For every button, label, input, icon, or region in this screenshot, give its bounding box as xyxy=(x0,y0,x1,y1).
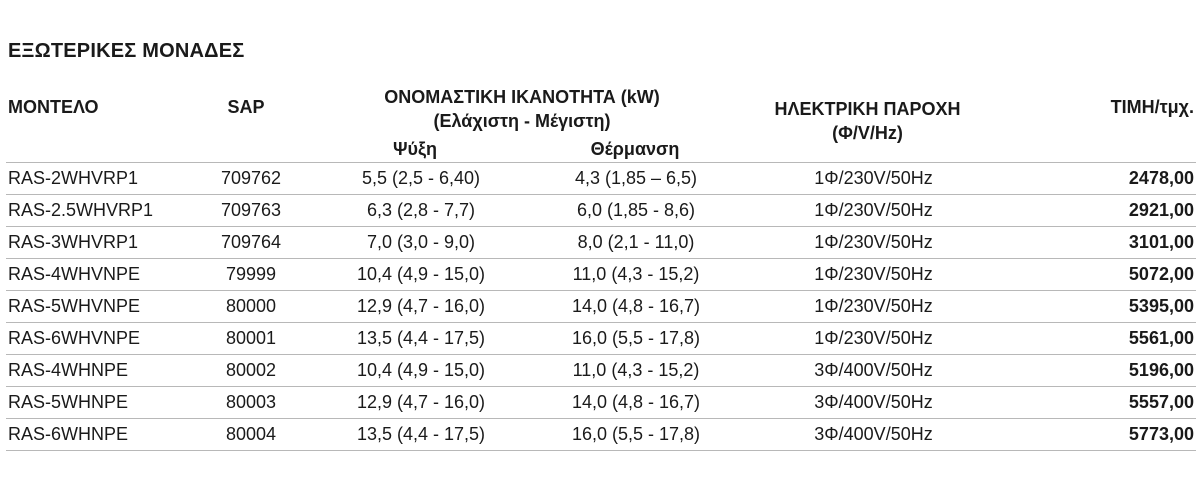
cell-model: RAS-6WHVNPE xyxy=(8,328,141,348)
cell-cooling: 13,5 (4,4 - 17,5) xyxy=(356,424,486,444)
cell-heating: 11,0 (4,3 - 15,2) xyxy=(572,264,700,284)
section-title: ΕΞΩΤΕΡΙΚΕΣ ΜΟΝΑΔΕΣ xyxy=(8,40,245,62)
header-cooling: Ψύξη xyxy=(392,139,438,159)
table-row xyxy=(6,291,1196,323)
table-row xyxy=(6,227,1196,259)
cell-cooling: 12,9 (4,7 - 16,0) xyxy=(356,296,486,316)
cell-price: 2478,00 xyxy=(1128,168,1194,188)
cell-sap: 709764 xyxy=(220,232,282,252)
cell-price: 5773,00 xyxy=(1128,424,1194,444)
cell-heating: 14,0 (4,8 - 16,7) xyxy=(571,392,701,412)
cell-sap: 709762 xyxy=(220,168,282,188)
header-sap: SAP xyxy=(227,97,265,117)
table-row xyxy=(6,195,1196,227)
cell-price: 2921,00 xyxy=(1128,200,1194,220)
cell-model: RAS-2.5WHVRP1 xyxy=(8,200,154,220)
cell-model: RAS-3WHVRP1 xyxy=(8,232,139,252)
cell-price: 5561,00 xyxy=(1128,328,1194,348)
table-row xyxy=(6,259,1196,291)
cell-sap: 80003 xyxy=(225,392,277,412)
cell-sap: 80000 xyxy=(225,296,277,316)
cell-sap: 80004 xyxy=(225,424,277,444)
cell-cooling: 6,3 (2,8 - 7,7) xyxy=(366,200,476,220)
cell-cooling: 10,4 (4,9 - 15,0) xyxy=(356,360,486,380)
cell-heating: 14,0 (4,8 - 16,7) xyxy=(571,296,701,316)
header-capacity-sub: (Ελάχιστη - Μέγιστη) xyxy=(433,111,611,131)
header-price: ΤΙΜΗ/τμχ. xyxy=(1110,97,1194,117)
cell-power: 1Φ/230V/50Hz xyxy=(814,200,933,220)
header-power: ΗΛΕΚΤΡΙΚΗ ΠΑΡΟΧΗ xyxy=(774,99,961,119)
cell-power: 3Φ/400V/50Hz xyxy=(814,392,933,412)
cell-heating: 11,0 (4,3 - 15,2) xyxy=(572,360,700,380)
cell-power: 1Φ/230V/50Hz xyxy=(814,232,933,252)
cell-model: RAS-5WHVNPE xyxy=(8,296,141,316)
cell-model: RAS-4WHVNPE xyxy=(8,264,141,284)
cell-price: 5196,00 xyxy=(1128,360,1194,380)
cell-cooling: 12,9 (4,7 - 16,0) xyxy=(356,392,486,412)
cell-price: 3101,00 xyxy=(1128,232,1194,252)
cell-heating: 4,3 (1,85 – 6,5) xyxy=(574,168,698,188)
cell-cooling: 10,4 (4,9 - 15,0) xyxy=(356,264,486,284)
cell-sap: 79999 xyxy=(225,264,277,284)
cell-price: 5557,00 xyxy=(1128,392,1194,412)
header-heating: Θέρμανση xyxy=(590,139,680,159)
cell-heating: 6,0 (1,85 - 8,6) xyxy=(576,200,696,220)
table-row xyxy=(6,163,1196,195)
cell-model: RAS-6WHNPE xyxy=(8,424,129,444)
cell-power: 3Φ/400V/50Hz xyxy=(814,424,933,444)
header-model: ΜΟΝΤΕΛΟ xyxy=(8,97,99,117)
cell-cooling: 5,5 (2,5 - 6,40) xyxy=(361,168,481,188)
cell-power: 1Φ/230V/50Hz xyxy=(814,296,933,316)
cell-cooling: 7,0 (3,0 - 9,0) xyxy=(366,232,476,252)
cell-price: 5072,00 xyxy=(1128,264,1194,284)
cell-model: RAS-5WHNPE xyxy=(8,392,129,412)
cell-power: 1Φ/230V/50Hz xyxy=(814,264,933,284)
cell-heating: 8,0 (2,1 - 11,0) xyxy=(577,232,695,252)
units-table xyxy=(6,162,1196,451)
cell-price: 5395,00 xyxy=(1128,296,1194,316)
cell-heating: 16,0 (5,5 - 17,8) xyxy=(571,424,701,444)
header-capacity: ΟΝΟΜΑΣΤΙΚΗ ΙΚΑΝΟΤΗΤΑ (kW) xyxy=(384,87,660,107)
cell-power: 1Φ/230V/50Hz xyxy=(814,328,933,348)
table-row xyxy=(6,387,1196,419)
cell-heating: 16,0 (5,5 - 17,8) xyxy=(571,328,701,348)
cell-model: RAS-2WHVRP1 xyxy=(8,168,139,188)
cell-sap: 80001 xyxy=(225,328,277,348)
table-row xyxy=(6,355,1196,387)
table-row xyxy=(6,419,1196,451)
header-power-sub: (Φ/V/Hz) xyxy=(832,123,903,143)
cell-power: 1Φ/230V/50Hz xyxy=(814,168,933,188)
cell-sap: 709763 xyxy=(220,200,282,220)
cell-sap: 80002 xyxy=(225,360,277,380)
cell-cooling: 13,5 (4,4 - 17,5) xyxy=(356,328,486,348)
cell-power: 3Φ/400V/50Hz xyxy=(814,360,933,380)
table-row xyxy=(6,323,1196,355)
cell-model: RAS-4WHNPE xyxy=(8,360,129,380)
